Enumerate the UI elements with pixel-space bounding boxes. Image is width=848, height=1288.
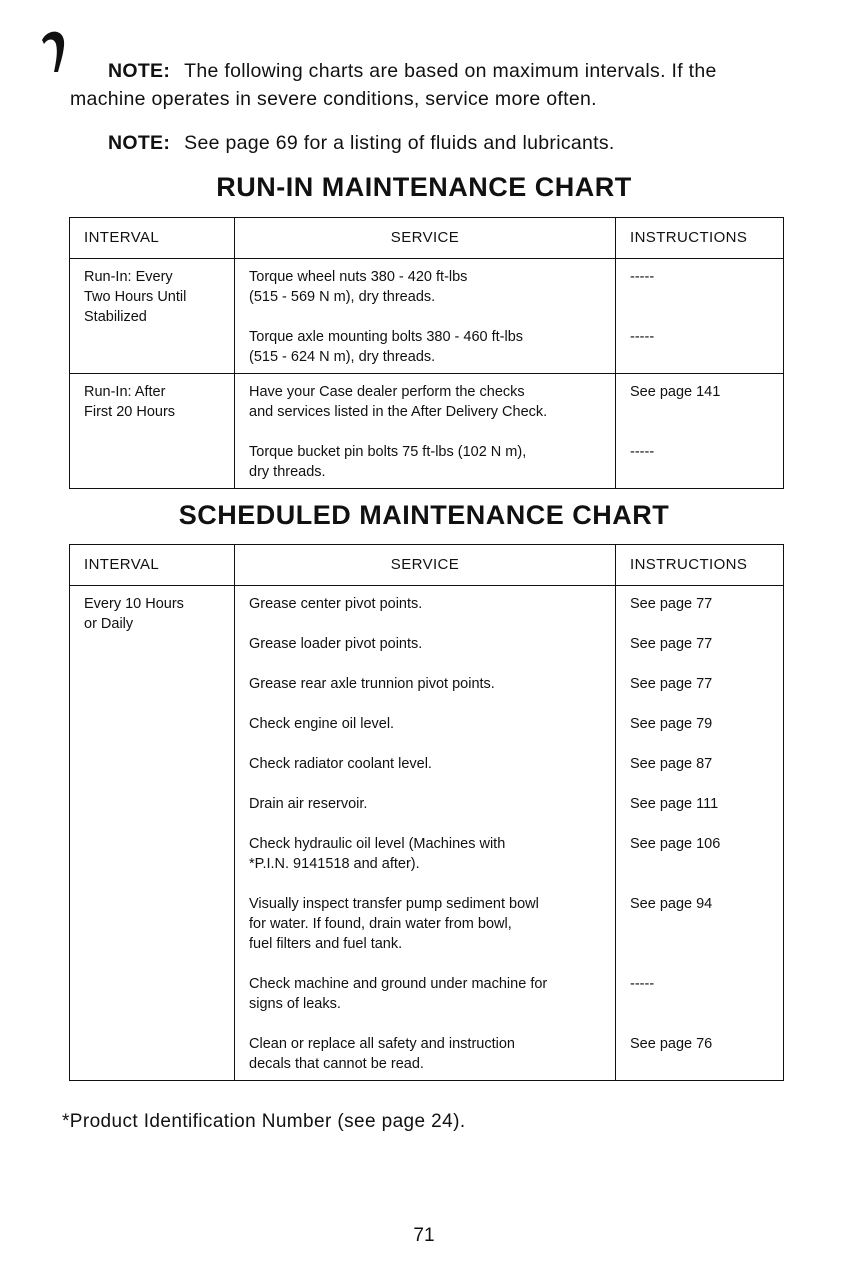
corner-binding-mark — [34, 26, 74, 76]
table-row — [70, 586, 784, 1081]
interval-line: Stabilized — [84, 309, 147, 325]
service-text-line: fuel filters and fuel tank. — [249, 936, 403, 952]
service-text-line: Check machine and ground under machine for — [249, 976, 548, 992]
service-cell — [235, 259, 616, 374]
interval-cell — [70, 259, 235, 374]
interval-header: INTERVAL — [70, 218, 235, 259]
note-text: The following charts are based on maximum intervals. If the machine operates in severe conditions, service more often. — [70, 60, 717, 110]
note-severe-conditions — [70, 57, 790, 113]
interval-line: Two Hours Until — [84, 289, 187, 305]
service-text-line: Grease loader pivot points. — [249, 636, 423, 652]
interval-line: Run-In: After — [84, 384, 166, 400]
instruction-item: ----- — [630, 444, 655, 460]
service-item — [249, 786, 601, 826]
instruction-item: See page 77 — [630, 636, 713, 652]
table-header-row — [70, 218, 784, 259]
instruction-item: See page 76 — [630, 1036, 713, 1052]
service-item — [249, 374, 601, 434]
service-text-line: Torque wheel nuts 380 - 420 ft-lbs — [249, 269, 468, 285]
note-text: See page 69 for a listing of fluids and lubricants. — [184, 132, 615, 154]
instruction-item: See page 106 — [630, 836, 721, 852]
instructions-header: INSTRUCTIONS — [616, 545, 784, 586]
instruction-item: See page 87 — [630, 756, 713, 772]
interval-line: Every 10 Hours — [84, 596, 184, 612]
service-text-line: Torque bucket pin bolts 75 ft-lbs (102 N m), — [249, 444, 527, 460]
instruction-item: ----- — [630, 329, 655, 345]
service-text-line: signs of leaks. — [249, 996, 341, 1012]
note-label: NOTE: — [108, 132, 171, 154]
service-text-line: (515 - 624 N m), dry threads. — [249, 349, 436, 365]
service-item — [249, 626, 601, 666]
service-text-line: and services listed in the After Delivery Check. — [249, 404, 548, 420]
service-text-line: Have your Case dealer perform the checks — [249, 384, 525, 400]
service-text-line: dry threads. — [249, 464, 326, 480]
service-header: SERVICE — [235, 218, 616, 259]
service-text-line: Check radiator coolant level. — [249, 756, 432, 772]
service-item — [249, 434, 601, 488]
instruction-item: ----- — [630, 269, 655, 285]
interval-line: Run-In: Every — [84, 269, 173, 285]
instruction-item: See page 111 — [630, 796, 719, 812]
service-item — [249, 586, 601, 626]
service-text-line: for water. If found, drain water from bowl, — [249, 916, 512, 932]
service-text-line: *P.I.N. 9141518 and after). — [249, 856, 420, 872]
run-in-maintenance-table — [69, 217, 784, 489]
instruction-item: See page 79 — [630, 716, 713, 732]
service-item — [249, 319, 601, 373]
service-text-line: (515 - 569 N m), dry threads. — [249, 289, 436, 305]
service-header: SERVICE — [235, 545, 616, 586]
service-cell — [235, 586, 616, 1081]
service-text-line: Torque axle mounting bolts 380 - 460 ft-lbs — [249, 329, 524, 345]
service-text-line: Check hydraulic oil level (Machines with — [249, 836, 506, 852]
service-item — [249, 1026, 601, 1080]
table-row — [70, 374, 784, 489]
instruction-item: See page 141 — [630, 384, 721, 400]
scheduled-chart-title: SCHEDULED MAINTENANCE CHART — [178, 500, 670, 530]
service-item — [249, 706, 601, 746]
note-fluids — [108, 129, 808, 157]
note-label: NOTE: — [108, 60, 171, 82]
interval-line: or Daily — [84, 616, 134, 632]
instruction-item: ----- — [630, 976, 655, 992]
service-item — [249, 826, 601, 886]
interval-cell — [70, 374, 235, 489]
footnote: *Product Identification Number (see page 24). — [62, 1111, 466, 1132]
service-cell — [235, 374, 616, 489]
scheduled-maintenance-table — [69, 544, 784, 1081]
table-header-row — [70, 545, 784, 586]
service-text-line: Grease rear axle trunnion pivot points. — [249, 676, 495, 692]
service-text-line: decals that cannot be read. — [249, 1056, 424, 1072]
interval-line: First 20 Hours — [84, 404, 176, 420]
table-row — [70, 259, 784, 374]
service-item — [249, 666, 601, 706]
service-item — [249, 746, 601, 786]
instructions-cell — [616, 259, 784, 374]
run-in-chart-title: RUN-IN MAINTENANCE CHART — [216, 172, 632, 202]
service-item — [249, 259, 601, 319]
service-item — [249, 886, 601, 966]
page-number: 71 — [413, 1225, 435, 1246]
instruction-item: See page 77 — [630, 676, 713, 692]
interval-header: INTERVAL — [70, 545, 235, 586]
service-item — [249, 966, 601, 1026]
service-text-line: Clean or replace all safety and instruction — [249, 1036, 515, 1052]
instructions-cell — [616, 586, 784, 1081]
service-text-line: Grease center pivot points. — [249, 596, 423, 612]
service-text-line: Visually inspect transfer pump sediment bowl — [249, 896, 539, 912]
service-text-line: Drain air reservoir. — [249, 796, 368, 812]
instruction-item: See page 94 — [630, 896, 713, 912]
service-text-line: Check engine oil level. — [249, 716, 395, 732]
instruction-item: See page 77 — [630, 596, 713, 612]
instructions-cell — [616, 374, 784, 489]
instructions-header: INSTRUCTIONS — [616, 218, 784, 259]
interval-cell — [70, 586, 235, 1081]
